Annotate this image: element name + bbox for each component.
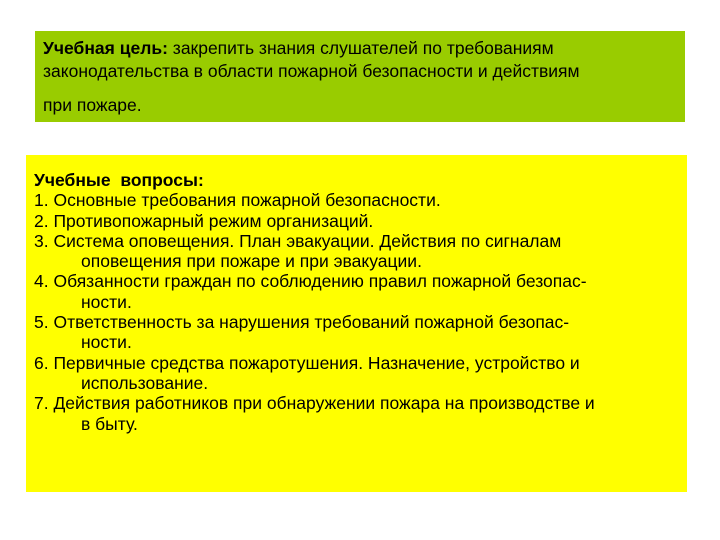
goal-line-2: законодательства в области пожарной безопасности и действиям — [43, 61, 580, 81]
question-7-line-1: 7. Действия работников при обнаружении пожара на производстве и — [34, 393, 595, 414]
goal-text-1: закрепить знания слушателей по требованиям — [167, 38, 554, 58]
learning-questions-box — [26, 155, 687, 492]
question-7-line-2: в быту. — [81, 413, 138, 434]
question-6-line-2: использование. — [81, 372, 209, 393]
question-5-line-2: ности. — [81, 332, 132, 353]
goal-line-1 — [43, 37, 677, 60]
question-5-line-1: 5. Ответственность за нарушения требований пожарной безопас- — [34, 312, 570, 333]
learning-goal-box — [35, 31, 685, 122]
questions-list — [34, 190, 679, 434]
question-6-line-1: 6. Первичные средства пожаротушения. Назначение, устройство и — [34, 352, 580, 373]
goal-line-3: при пожаре. — [43, 95, 142, 115]
question-item-3 — [34, 231, 679, 272]
question-item-2 — [34, 211, 679, 231]
question-item-1 — [34, 190, 679, 210]
question-2-line-1: 2. Противопожарный режим организаций. — [34, 210, 374, 231]
question-item-4 — [34, 271, 679, 312]
question-item-6 — [34, 353, 679, 394]
question-3-line-2: оповещения при пожаре и при эвакуации. — [81, 251, 422, 272]
question-item-5 — [34, 312, 679, 353]
questions-title: Учебные вопросы: — [34, 170, 204, 190]
question-1-line-1: 1. Основные требования пожарной безопасности. — [34, 190, 441, 211]
question-item-7 — [34, 393, 679, 434]
question-4-line-2: ности. — [81, 291, 132, 312]
goal-label: Учебная цель: — [43, 38, 168, 58]
question-4-line-1: 4. Обязанности граждан по соблюдению правил пожарной безопас- — [34, 271, 587, 292]
question-3-line-1: 3. Система оповещения. План эвакуации. Действия по сигналам — [34, 230, 562, 251]
